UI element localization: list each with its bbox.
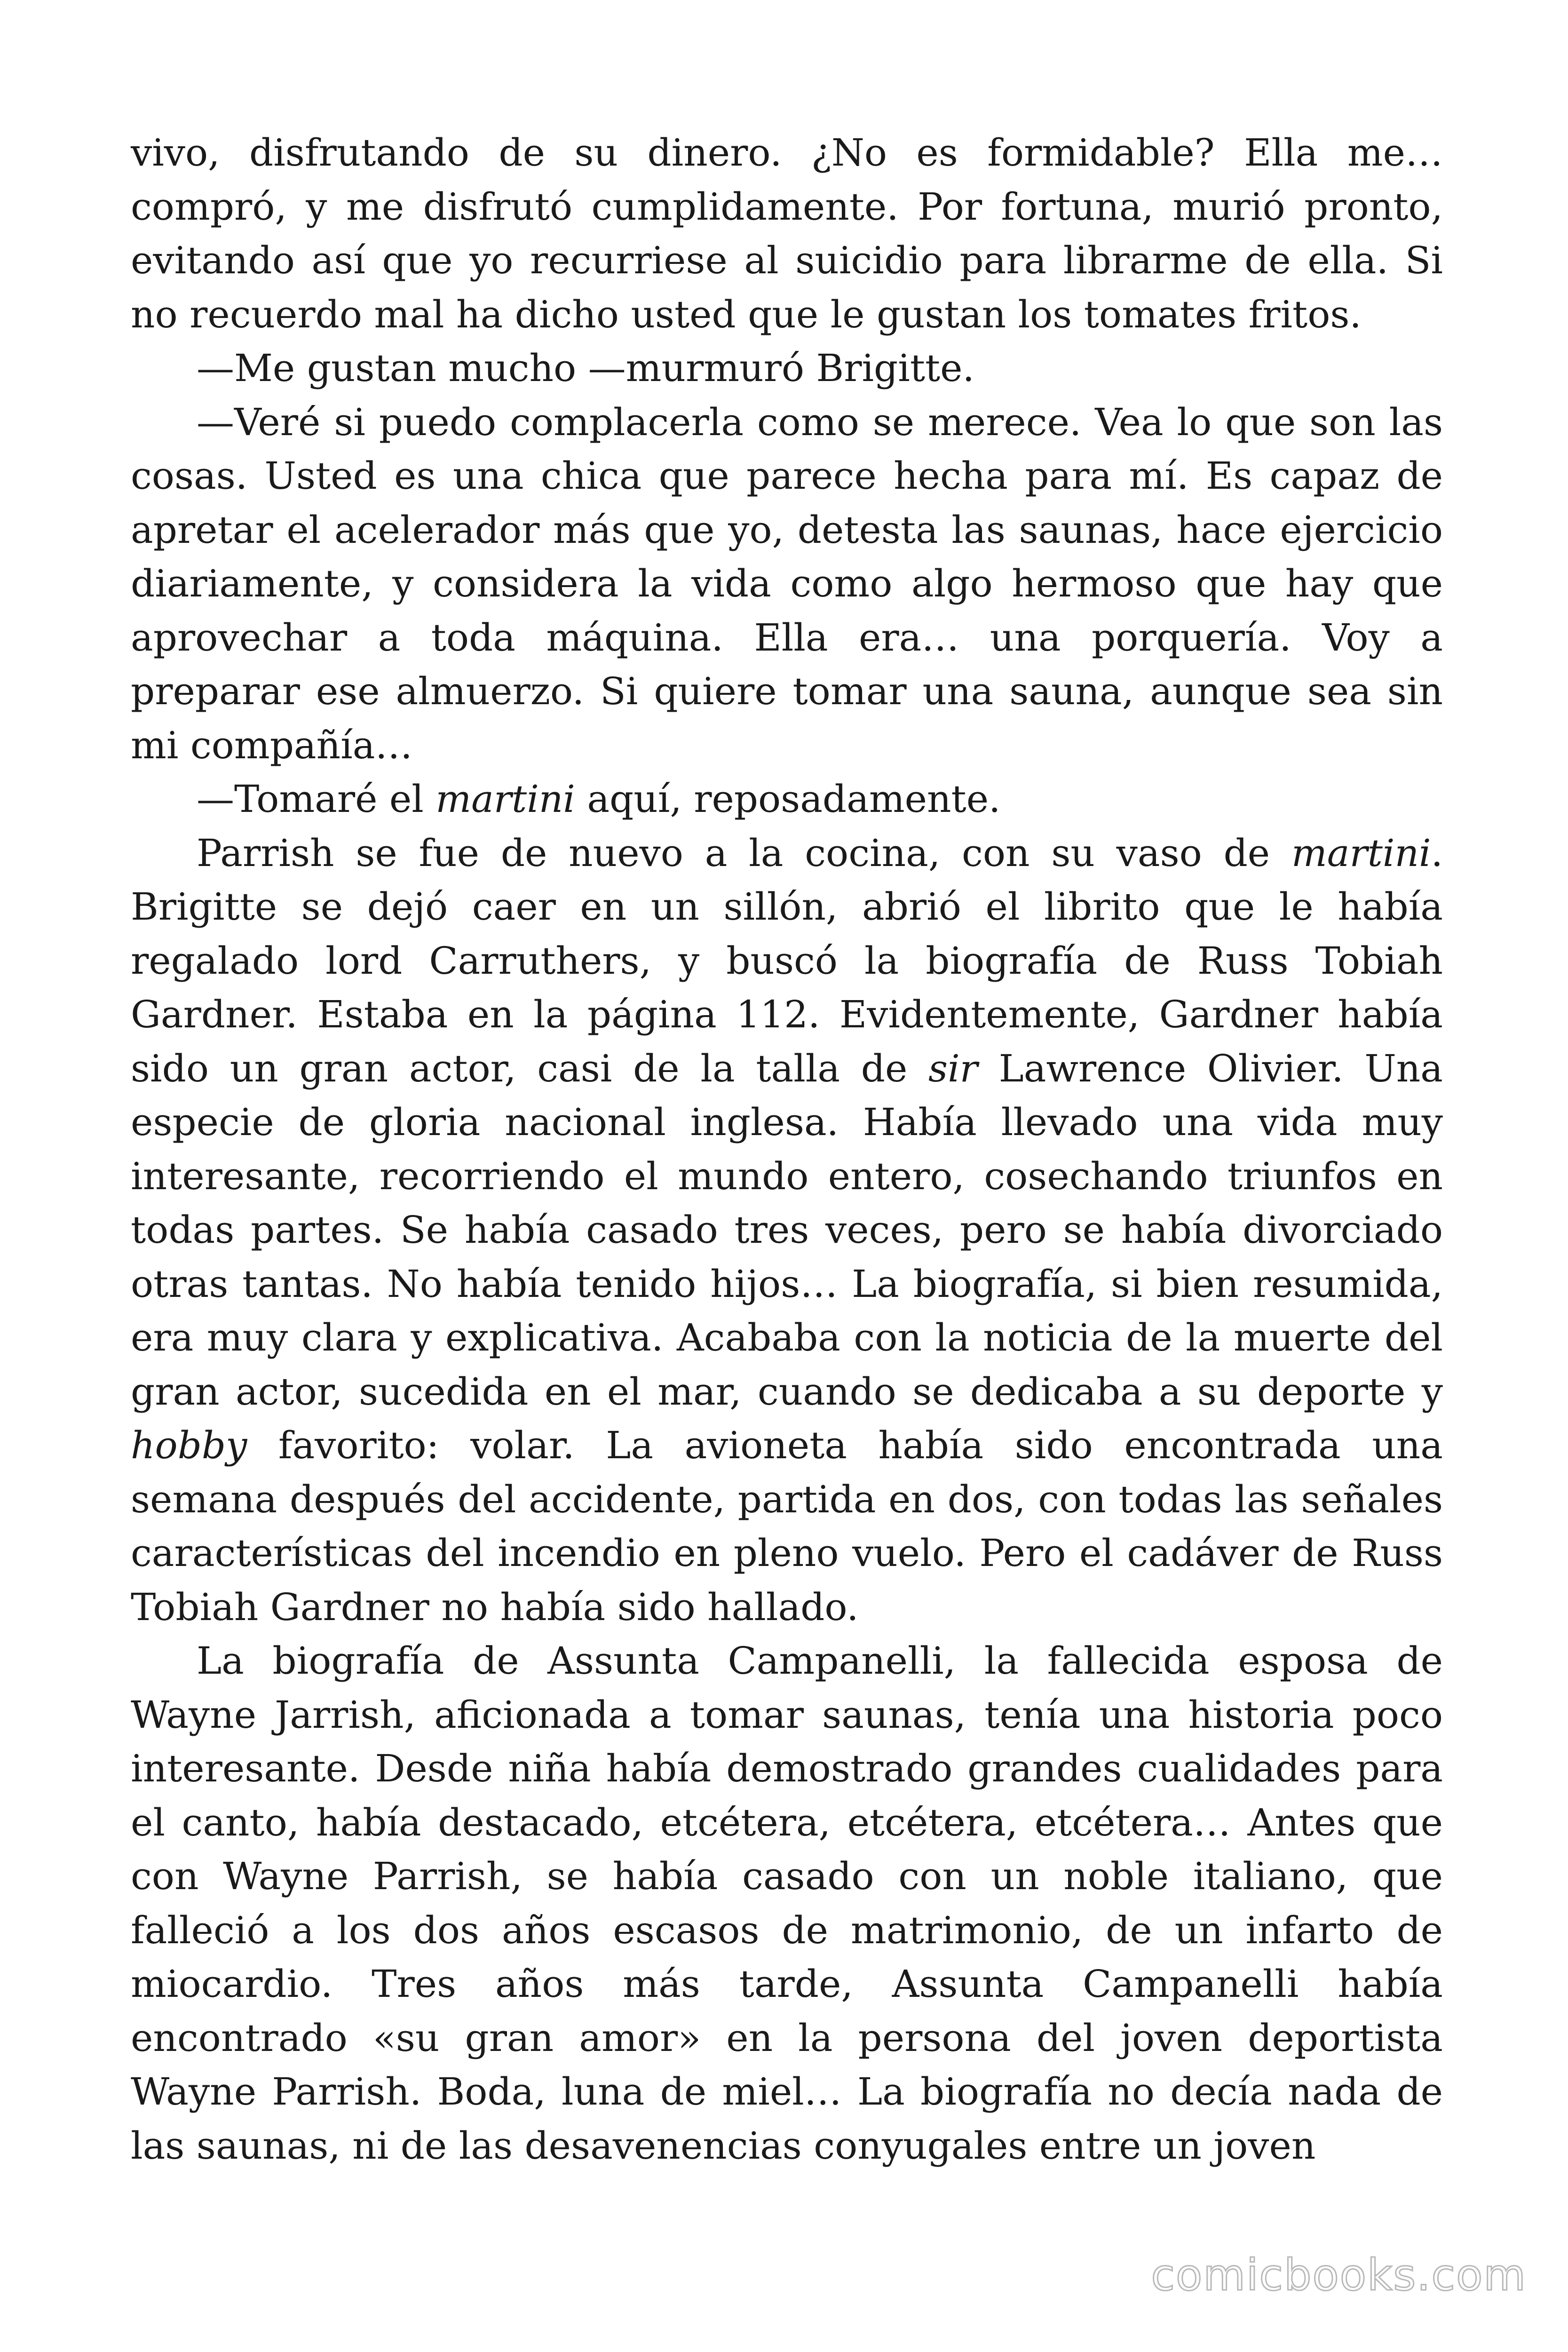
text-run: —Tomaré el xyxy=(197,777,436,821)
italic-text: martini xyxy=(436,777,575,821)
paragraph xyxy=(131,826,1443,1635)
paragraph xyxy=(131,772,1443,826)
italic-text: hobby xyxy=(131,1423,247,1467)
paragraph xyxy=(131,1634,1443,2173)
text-run: La biografía de Assunta Campanelli, la fallecida esposa de Wayne Jarrish, aficionada a tomar saunas, tenía una historia poco interesante. Desde niña había demostrado grandes cualidades para el canto, había destacado, etcétera, etcétera, etcétera… Antes que con Wayne Parrish, se había casado con un noble italiano, que falleció a los dos años escasos de matrimonio, de un infarto de miocardio. Tres años más tarde, Assunta Campanelli había encontrado «su gran amor» en la persona del joven deportista Wayne Parrish. Boda, luna de miel… La biografía no decía nada de las saunas, ni de las desavenencias conyugales entre un joven xyxy=(131,1639,1443,2168)
text-run: . Brigitte se dejó caer en un sillón, abrió el librito que le había regalado lord Carruthers, y buscó la biografía de Russ Tobiah Gardner. Estaba en la página 112. Evidentemente, Gardner había sido un gran actor, casi de la talla de xyxy=(131,831,1443,1090)
paragraph xyxy=(131,396,1443,773)
italic-text: martini xyxy=(1291,831,1431,875)
text-run: Parrish se fue de nuevo a la cocina, con su vaso de xyxy=(197,831,1291,875)
text-run: —Me gustan mucho —murmuró Brigitte. xyxy=(197,346,974,390)
paragraph xyxy=(131,342,1443,396)
book-page-text xyxy=(131,126,1443,2173)
text-run: vivo, disfrutando de su dinero. ¿No es formidable? Ella me… compró, y me disfrutó cumplidamente. Por fortuna, murió pronto, evitando así que yo recurriese al suicidio para librarme de ella. Si no recuerdo mal ha dicho usted que le gustan los tomates fritos. xyxy=(131,131,1443,336)
text-run: —Veré si puedo complacerla como se merece. Vea lo que son las cosas. Usted es una chica que parece hecha para mí. Es capaz de apretar el acelerador más que yo, detesta las saunas, hace ejercicio diariamente, y considera la vida como algo hermoso que hay que aprovechar a toda máquina. Ella era… una porquería. Voy a preparar ese almuerzo. Si quiere tomar una sauna, aunque sea sin mi compañía… xyxy=(131,400,1443,767)
paragraph xyxy=(131,126,1443,342)
text-run: Lawrence Olivier. Una especie de gloria nacional inglesa. Había llevado una vida muy interesante, recorriendo el mundo entero, cosechando triunfos en todas partes. Se había casado tres veces, pero se había divorciado otras tantas. No había tenido hijos… La biografía, si bien resumida, era muy clara y explicativa. Acababa con la noticia de la muerte del gran actor, sucedida en el mar, cuando se dedicaba a su deporte y xyxy=(131,1046,1443,1414)
text-run: favorito: volar. La avioneta había sido encontrada una semana después del accidente, partida en dos, con todas las señales características del incendio en pleno vuelo. Pero el cadáver de Russ Tobiah Gardner no había sido hallado. xyxy=(131,1423,1443,1629)
text-run: aquí, reposadamente. xyxy=(575,777,1001,821)
watermark-logo: comicbooks.com xyxy=(1151,2250,1527,2300)
italic-text: sir xyxy=(928,1046,978,1090)
